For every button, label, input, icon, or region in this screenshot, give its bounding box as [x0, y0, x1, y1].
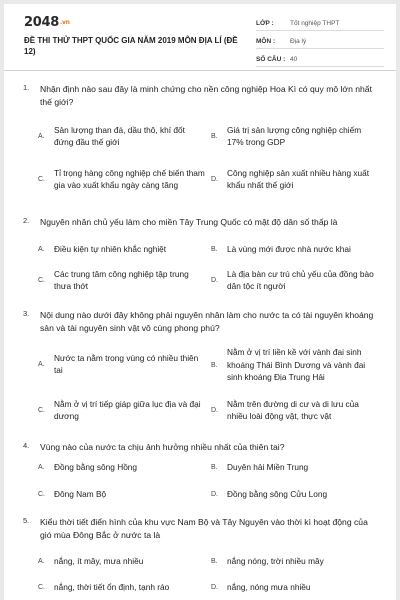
meta-row-class — [256, 17, 384, 31]
option-b[interactable] — [211, 345, 381, 385]
option-a[interactable] — [38, 349, 208, 379]
option-c[interactable] — [38, 265, 208, 295]
question-number: 3. — [23, 309, 30, 318]
option-letter: A. — [38, 132, 45, 140]
question-text: Vùng nào của nước ta chịu ảnh hưởng nhiều nhất của thiên tai? — [40, 442, 285, 452]
option-letter: B. — [211, 132, 218, 140]
question-text: Nhận định nào sau đây là minh chứng cho nền công nghiệp Hoa Kì có quy mô lớn nhất thế giới? — [40, 84, 372, 107]
option-letter: A. — [38, 245, 45, 253]
exam-header — [4, 4, 396, 70]
option-letter: B. — [211, 245, 218, 253]
logo-suffix: .vn — [59, 19, 70, 26]
option-letter: C. — [38, 175, 45, 183]
option-c[interactable] — [38, 158, 208, 200]
option-letter: A. — [38, 557, 45, 565]
option-letter: D. — [211, 406, 218, 414]
option-text: Công nghiệp sản xuất nhiều hàng xuất khẩu nhất thế giới — [227, 167, 370, 190]
header-divider — [4, 70, 396, 71]
question-number: 4. — [23, 441, 30, 450]
option-text: Nằm trên đường di cư và di lưu của nhiều loài động vật, thực vật — [227, 398, 359, 421]
option-text: Nước ta nằm trong vùng có nhiều thiên tai — [54, 352, 199, 375]
option-text: nắng, thời tiết ổn định, tạnh ráo — [54, 581, 170, 592]
option-text: Là địa bàn cư trú chủ yếu của đồng bào dân tộc ít người — [227, 268, 374, 291]
option-b[interactable] — [211, 234, 381, 264]
question-number: 2. — [23, 216, 30, 225]
option-letter: B. — [211, 361, 218, 369]
meta-value: 40 — [290, 56, 298, 63]
exam-sheet — [4, 4, 396, 600]
option-text: Đồng bằng sông Hồng — [54, 461, 138, 472]
option-letter: D. — [211, 175, 218, 183]
meta-row-subject — [256, 35, 384, 49]
option-text: Giá trị sản lượng công nghiệp chiếm 17% trong GDP — [227, 124, 362, 147]
option-a[interactable] — [38, 550, 208, 572]
option-letter: A. — [38, 360, 45, 368]
option-text: Duyên hải Miền Trung — [227, 461, 309, 472]
option-text: nắng, nóng mưa nhiều — [227, 581, 311, 592]
option-text: Đông Nam Bộ — [54, 488, 107, 499]
option-text: Sản lượng than đá, dầu thô, khí đốt đứng đầu thế giới — [54, 124, 185, 147]
meta-label: LỚP : — [256, 20, 274, 27]
option-b[interactable] — [211, 121, 381, 151]
option-letter: B. — [211, 463, 218, 471]
option-text: Đồng bằng sông Cửu Long — [227, 488, 328, 499]
option-letter: C. — [38, 406, 45, 414]
option-letter: C. — [38, 490, 45, 498]
option-c[interactable] — [38, 576, 208, 598]
meta-value: Tốt nghiệp THPT — [290, 20, 340, 27]
option-d[interactable] — [211, 395, 381, 425]
option-c[interactable] — [38, 395, 208, 425]
meta-row-count — [256, 53, 384, 67]
site-logo[interactable] — [24, 15, 70, 30]
option-d[interactable] — [211, 265, 381, 295]
logo-brand: 2048 — [24, 15, 59, 30]
option-letter: B. — [211, 557, 218, 565]
question-text: Nguyên nhân chủ yếu làm cho miền Tây Trung Quốc có mật độ dân số thấp là — [40, 217, 338, 227]
option-text: Các trung tâm công nghiệp tập trung thưa thớt — [54, 268, 189, 291]
option-letter: D. — [211, 276, 218, 284]
option-letter: C. — [38, 276, 45, 284]
option-d[interactable] — [211, 483, 381, 505]
option-text: nắng nóng, trời nhiều mây — [227, 555, 324, 566]
option-letter: D. — [211, 583, 218, 591]
question-text: Kiểu thời tiết điển hình của khu vực Nam Bộ và Tây Nguyên vào thời kì hoạt động của gió mùa Đông Bắc ở nước ta là — [40, 517, 368, 540]
option-letter: C. — [38, 583, 45, 591]
option-d[interactable] — [211, 164, 381, 194]
meta-label: SỐ CÂU : — [256, 56, 286, 63]
option-a[interactable] — [38, 456, 208, 478]
option-text: Nằm ở vị trí tiếp giáp giữa lục địa và đại dương — [54, 398, 201, 421]
option-a[interactable] — [38, 121, 208, 151]
question-number: 1. — [23, 83, 30, 92]
option-d[interactable] — [211, 576, 381, 598]
meta-label: MÔN : — [256, 38, 276, 45]
option-b[interactable] — [211, 550, 381, 572]
option-text: Nằm ở vị trí liền kề với vành đai sinh khoáng Thái Bình Dương và vành đai sinh khoáng Địa Trung Hải — [227, 347, 366, 383]
exam-meta — [256, 17, 384, 71]
exam-title: ĐỀ THI THỬ THPT QUỐC GIA NĂM 2019 MÔN ĐỊA LÍ (ĐỀ 12) — [24, 36, 238, 56]
meta-value: Địa lý — [290, 38, 307, 45]
option-text: Là vùng mới được nhà nước khai — [227, 243, 351, 254]
option-text: Điều kiện tự nhiên khắc nghiệt — [54, 243, 167, 254]
option-b[interactable] — [211, 456, 381, 478]
option-text: Tỉ trọng hàng công nghiệp chế biến tham gia vào xuất khẩu ngày càng tăng — [54, 167, 205, 190]
option-text: nắng, ít mây, mưa nhiều — [54, 555, 144, 566]
option-letter: D. — [211, 490, 218, 498]
option-a[interactable] — [38, 234, 208, 264]
question-number: 5. — [23, 516, 30, 525]
option-c[interactable] — [38, 483, 208, 505]
question-text: Nội dung nào dưới đây không phải nguyên nhân làm cho nước ta có tài nguyên khoáng sản và tài nguyên sinh vật vô cùng phong phú? — [40, 310, 374, 333]
option-letter: A. — [38, 463, 45, 471]
